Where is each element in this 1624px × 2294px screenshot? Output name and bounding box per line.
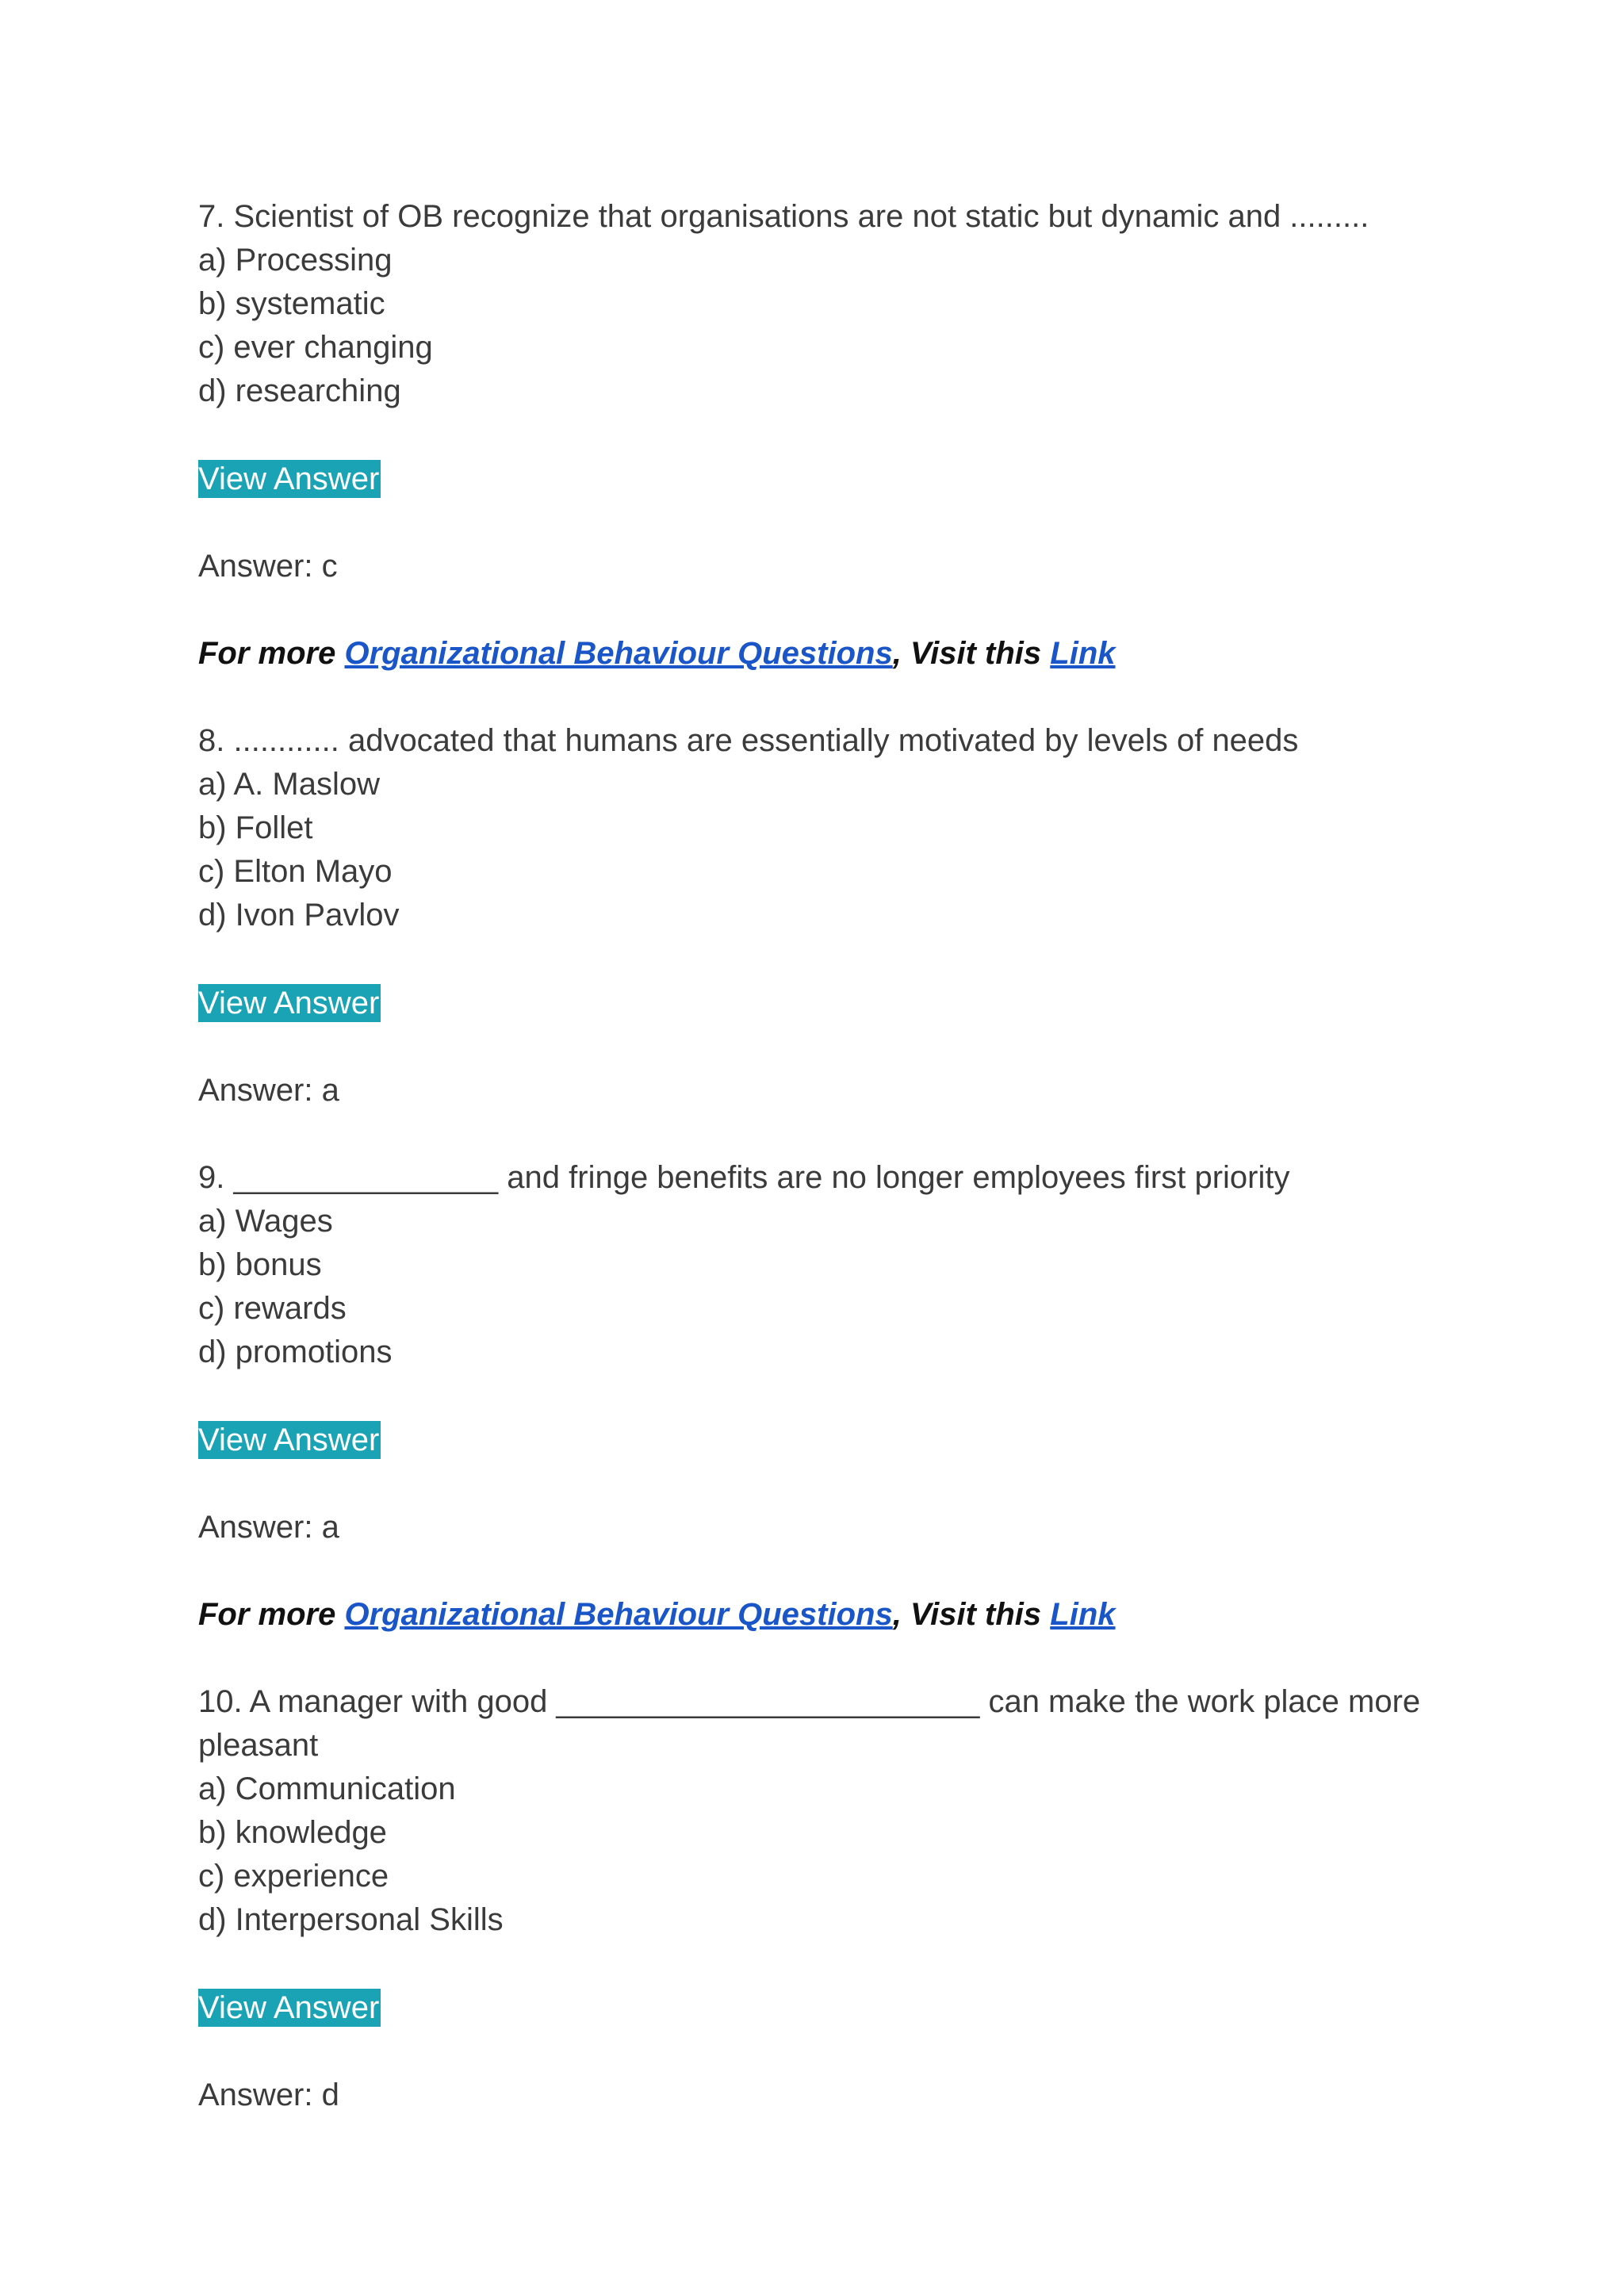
view-answer-button[interactable]: View Answer — [198, 1423, 380, 1457]
option-b: b) knowledge — [198, 1815, 387, 1850]
view-answer-button[interactable]: View Answer — [198, 461, 380, 496]
ob-questions-link[interactable]: Organizational Behaviour Questions — [344, 636, 893, 671]
question-text: 8. ............ advocated that humans are essentially motivated by levels of needs — [198, 723, 1299, 758]
visit-link[interactable]: Link — [1050, 1597, 1116, 1632]
option-c: c) rewards — [198, 1291, 347, 1326]
option-b: b) systematic — [198, 286, 385, 321]
option-d: d) researching — [198, 373, 401, 408]
option-c: c) experience — [198, 1859, 389, 1894]
view-answer-button[interactable]: View Answer — [198, 986, 380, 1021]
option-a: a) Communication — [198, 1771, 456, 1806]
answer-text: Answer: c — [198, 549, 338, 584]
question-text: 9. _______________ and fringe benefits are no longer employees first priority — [198, 1160, 1290, 1195]
option-a: a) Wages — [198, 1204, 333, 1239]
option-a: a) A. Maslow — [198, 767, 380, 802]
promo-line — [198, 1593, 1435, 1637]
promo-middle: , Visit this — [892, 636, 1051, 671]
answer-text: Answer: a — [198, 1073, 339, 1108]
question-text: 7. Scientist of OB recognize that organisations are not static but dynamic and ......... — [198, 199, 1369, 234]
option-d: d) Ivon Pavlov — [198, 898, 400, 933]
visit-link[interactable]: Link — [1050, 636, 1116, 671]
option-d: d) Interpersonal Skills — [198, 1902, 504, 1937]
promo-prefix: For more — [198, 1597, 345, 1632]
question-text: 10. A manager with good ________________________ can make the work place more pleasant — [198, 1684, 1430, 1763]
option-c: c) ever changing — [198, 330, 433, 365]
ob-questions-link[interactable]: Organizational Behaviour Questions — [344, 1597, 893, 1632]
view-answer-button[interactable]: View Answer — [198, 1990, 380, 2025]
option-b: b) Follet — [198, 810, 313, 845]
option-b: b) bonus — [198, 1247, 322, 1282]
option-d: d) promotions — [198, 1335, 393, 1369]
promo-line — [198, 632, 1435, 676]
option-c: c) Elton Mayo — [198, 854, 393, 889]
answer-text: Answer: a — [198, 1510, 339, 1545]
question-8 — [198, 719, 1435, 1156]
question-7 — [198, 195, 1435, 632]
document-page — [198, 195, 1435, 2117]
option-a: a) Processing — [198, 243, 393, 278]
answer-text: Answer: d — [198, 2078, 339, 2112]
promo-middle: , Visit this — [892, 1597, 1051, 1632]
promo-prefix: For more — [198, 636, 345, 671]
question-9 — [198, 1156, 1435, 1593]
question-10 — [198, 1680, 1435, 2117]
